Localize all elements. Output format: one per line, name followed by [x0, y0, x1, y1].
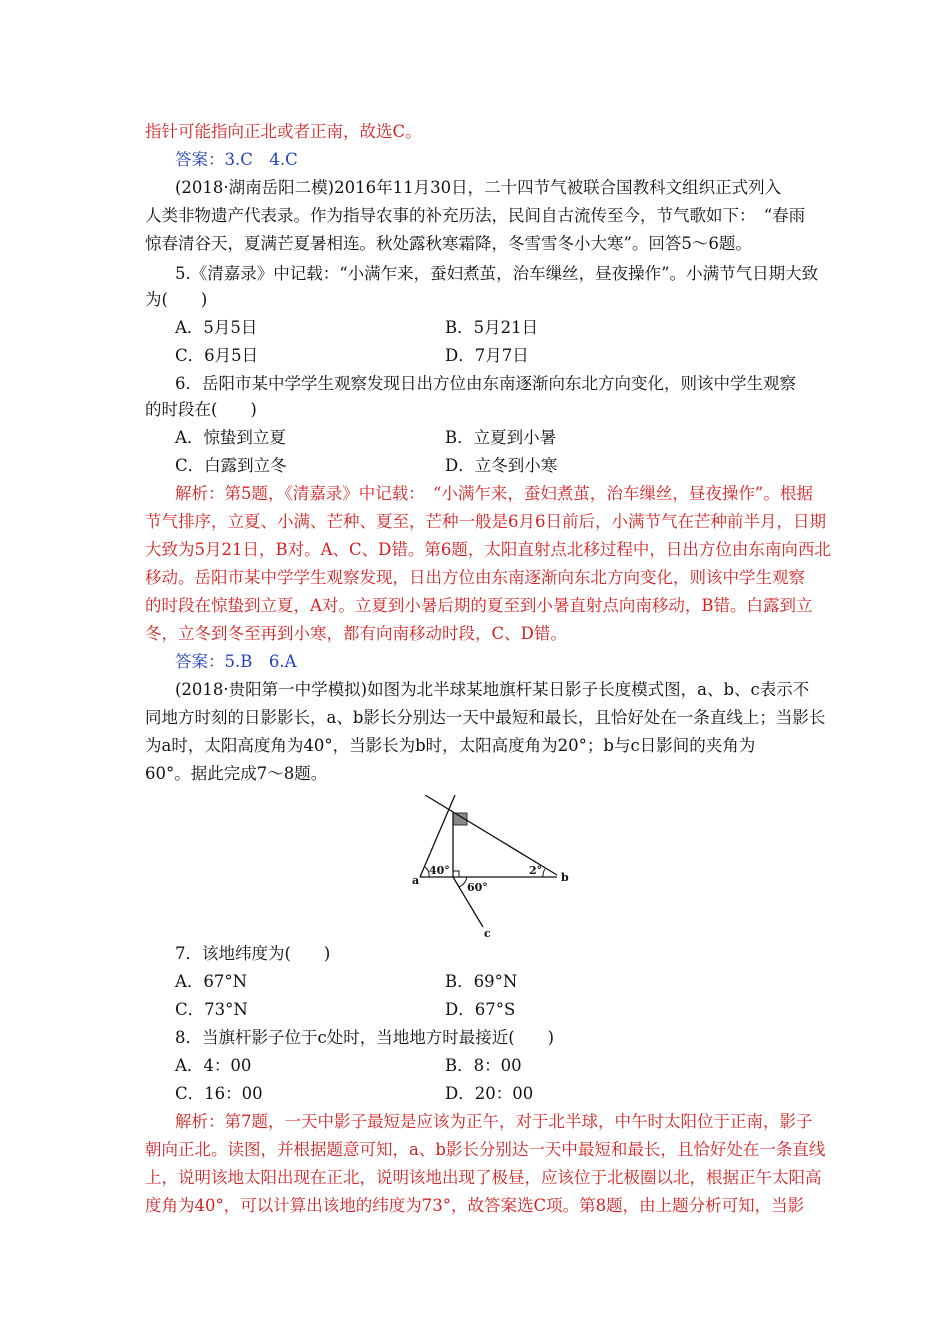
q8-option-d: D．20：00 — [445, 1084, 534, 1103]
angle-label-a: 40° — [429, 864, 450, 877]
q8-option-c: C．16：00 — [175, 1084, 263, 1103]
group56-intro-line: 人类非物遗产代表录。作为指导农事的补充历法，民间自古流传至今，节气歌如下： “春雨 — [145, 206, 806, 225]
answer-56: 答案：5.B 6.A — [175, 652, 297, 671]
analysis-56-line: 节气排序，立夏、小满、芒种、夏至，芒种一般是6月6日前后，小满节气在芒种前半月，日期 — [145, 512, 826, 531]
analysis-78-line: 度角为40°，可以计算出该地的纬度为73°，故答案选C项。第8题，由上题分析可知，当影 — [145, 1196, 805, 1215]
q6-option-d: D．立冬到小寒 — [445, 456, 558, 475]
question-7-stem: 7．该地纬度为( ) — [175, 944, 331, 963]
question-5-stem: 5.《清嘉录》中记载：“小满乍来，蚕妇煮茧，治车缫丝，昼夜操作”。小满节气日期大致 — [175, 264, 819, 283]
q5-option-d: D．7月7日 — [445, 346, 529, 365]
shadow-diagram — [405, 795, 580, 960]
q8-option-b: B．8：00 — [445, 1056, 522, 1075]
sun-ray-b — [425, 795, 557, 875]
analysis-56-line: 移动。岳阳市某中学学生观察发现，日出方位由东南逐渐向东北方向变化，则该中学生观察 — [145, 568, 805, 587]
analysis-56-line: 冬，立冬到冬至再到小寒，都有向南移动时段，C、D错。 — [145, 624, 567, 643]
group78-intro-line: 同地方时刻的日影影长，a、b影长分别达一天中最短和最长，且恰好处在一条直线上；当影长 — [145, 708, 826, 727]
prev-analysis-tail: 指针可能指向正北或者正南，故选C。 — [145, 122, 422, 141]
question-5-stem: 为( ) — [145, 290, 208, 309]
q6-option-c: C．白露到立冬 — [175, 456, 287, 475]
analysis-56-line: 大致为5月21日，B对。A、C、D错。第6题，太阳直射点北移过程中，日出方位由东南向西北 — [145, 540, 831, 559]
q6-option-b: B．立夏到小暑 — [445, 428, 557, 447]
q8-option-a: A．4：00 — [175, 1056, 252, 1075]
q7-option-b: B．69°N — [445, 972, 518, 991]
analysis-78-line: 上，说明该地太阳出现在正北，说明该地出现了极昼，应该位于北极圈以北，根据正午太阳高 — [145, 1168, 822, 1187]
q6-option-a: A．惊蛰到立夏 — [175, 428, 286, 447]
question-8-stem: 8．当旗杆影子位于c处时，当地地方时最接近( ) — [175, 1028, 555, 1047]
question-6-stem: 6．岳阳市某中学学生观察发现日出方位由东南逐渐向东北方向变化，则该中学生观察 — [175, 374, 796, 393]
q7-option-a: A．67°N — [175, 972, 248, 991]
angle-arc-c — [459, 877, 467, 887]
analysis-78-line: 解析：第7题，一天中影子最短是应该为正午，对于北半球，中午时太阳位于正南，影子 — [175, 1112, 813, 1131]
group78-intro-line: 为a时，太阳高度角为40°，当影长为b时，太阳高度角为20°；b与c日影间的夹角为 — [145, 736, 756, 755]
group78-intro-line: 60°。据此完成7～8题。 — [145, 764, 328, 783]
label-b: b — [561, 871, 569, 884]
angle-arc-b — [543, 869, 545, 877]
label-a: a — [412, 874, 420, 887]
group56-intro-line: (2018·湖南岳阳二模)2016年11月30日，二十四节气被联合国教科文组织正式列入 — [175, 178, 782, 197]
analysis-56-line: 解析：第5题，《清嘉录》中记载： “小满乍来，蚕妇煮茧，治车缫丝，昼夜操作”。根据 — [175, 484, 813, 503]
group56-intro-line: 惊春清谷天，夏满芒夏暑相连。秋处露秋寒霜降，冬雪雪冬小大寒”。回答5～6题。 — [145, 234, 752, 253]
q5-option-c: C．6月5日 — [175, 346, 259, 365]
q7-option-d: D．67°S — [445, 1000, 516, 1019]
analysis-78-line: 朝向正北。读图，并根据题意可知，a、b影长分别达一天中最短和最长，且恰好处在一条直线 — [145, 1140, 826, 1159]
angle-label-b: 2° — [529, 864, 543, 877]
right-angle-mark — [453, 871, 459, 877]
angle-label-c: 60° — [467, 881, 488, 894]
analysis-56-line: 的时段在惊蛰到立夏，A对。立夏到小暑后期的夏至到小暑直射点向南移动，B错。白露到立 — [145, 596, 813, 615]
q5-option-b: B．5月21日 — [445, 318, 539, 337]
group78-intro-line: (2018·贵阳第一中学模拟)如图为北半球某地旗杆某日影子长度模式图，a、b、c表示不 — [175, 680, 810, 699]
q5-option-a: A．5月5日 — [175, 318, 258, 337]
q7-option-c: C．73°N — [175, 1000, 248, 1019]
question-6-stem: 的时段在( ) — [145, 400, 257, 419]
prev-answer: 答案：3.C 4.C — [175, 150, 298, 169]
shadow-diagram-svg — [405, 795, 580, 940]
label-c: c — [484, 927, 491, 940]
